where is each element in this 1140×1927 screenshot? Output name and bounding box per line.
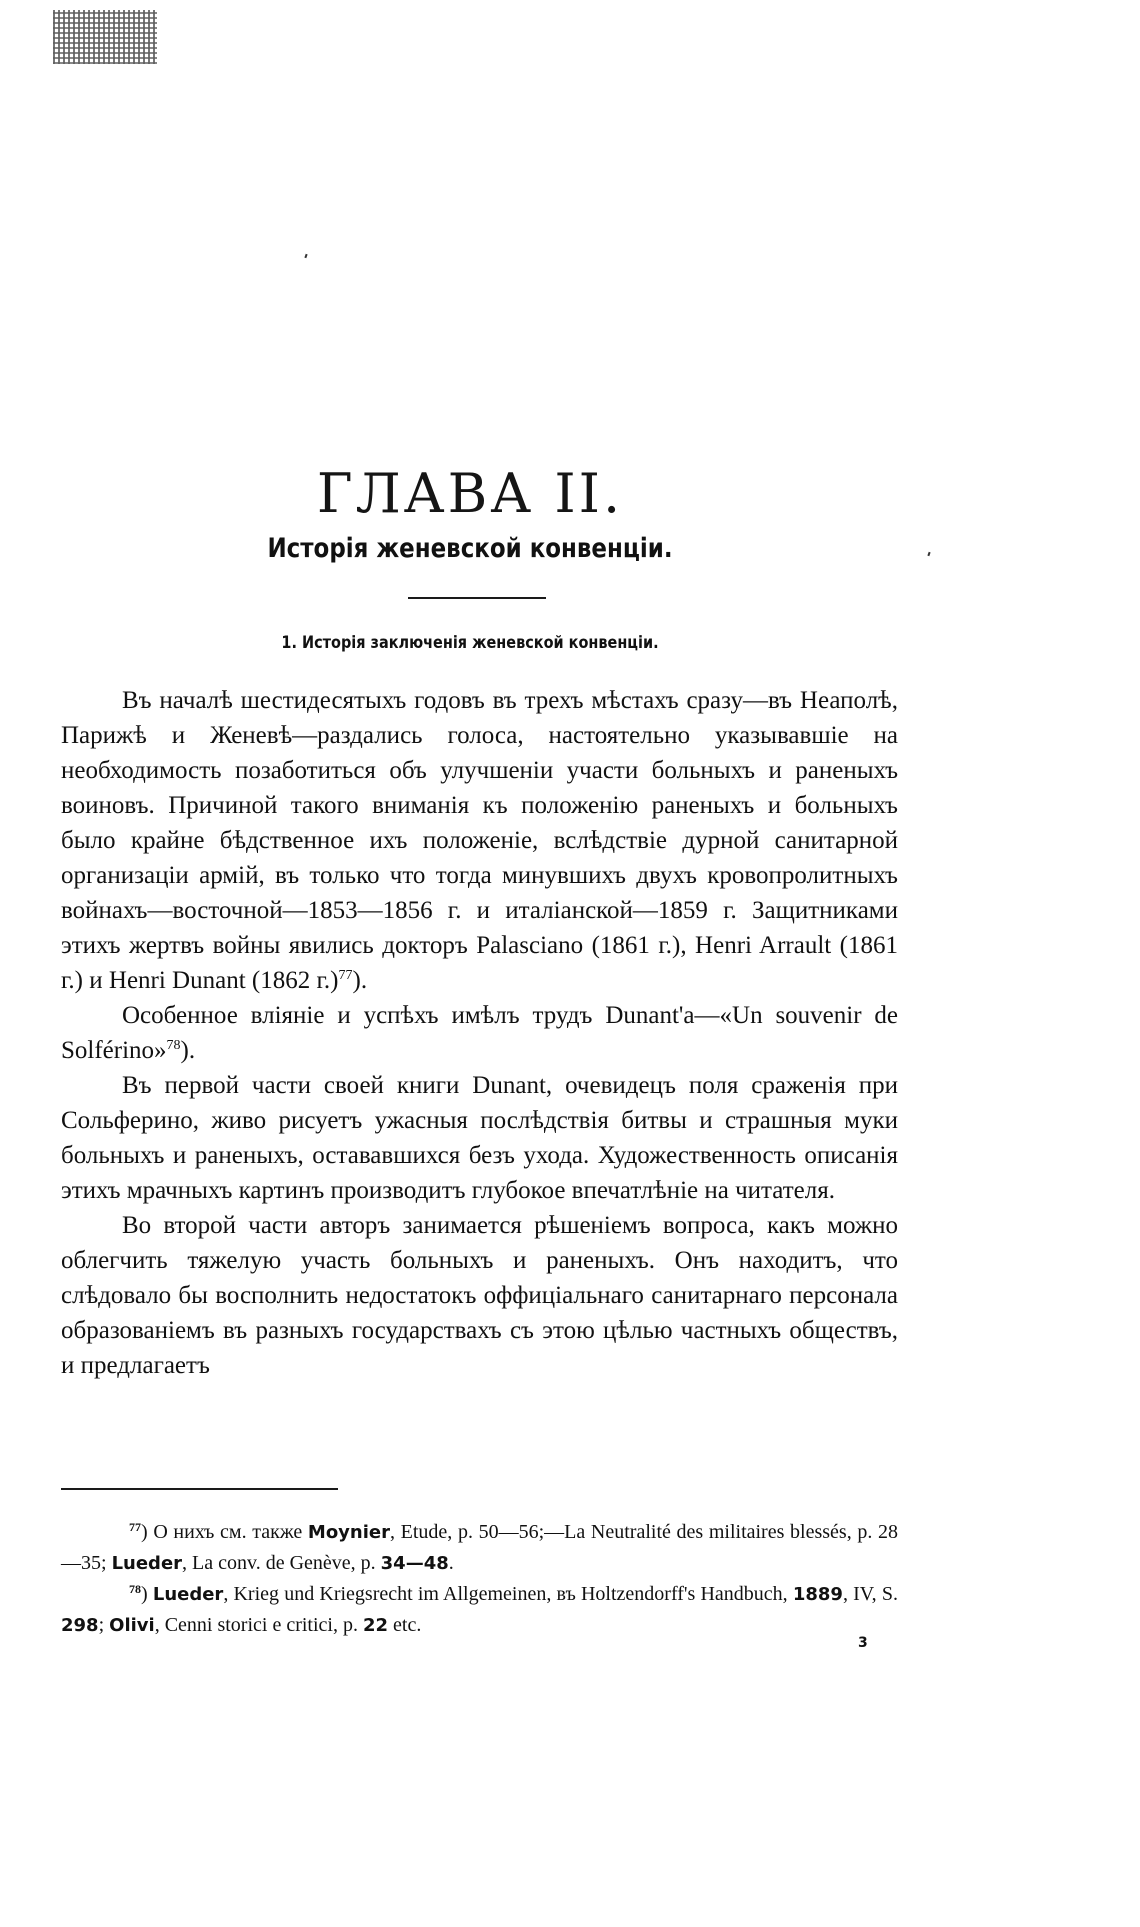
chapter-subtitle: Исторія женевской конвенціи.	[267, 533, 673, 564]
footnote-ref-78: 78	[166, 1038, 181, 1053]
footnote-year: 1889	[792, 1584, 843, 1605]
footnote-author: Moynier	[307, 1522, 390, 1543]
body-text	[61, 683, 898, 1383]
scan-speck	[927, 552, 930, 556]
paragraph-1	[61, 683, 898, 998]
paragraph-2	[61, 998, 898, 1068]
paragraph-4: Во второй части авторъ занимается рѣшеніемъ вопроса, какъ можно облегчить тяжелую участь больныхъ и раненыхъ. Онъ находитъ, что слѣдовало бы восполнить недостатокъ оффиціальнаго санитарнаго персонала образованіемъ въ разныхъ государствахъ съ этою цѣлью частныхъ обществъ, и предлагаетъ	[61, 1212, 898, 1379]
footnote-77	[61, 1517, 898, 1579]
paragraph-2-text: Особенное вліяніе и успѣхъ имѣлъ трудъ Dunant'a—«Un souvenir de Solférino»	[61, 1002, 898, 1064]
footnote-ref-77: 77	[338, 968, 353, 983]
footnote-pages: 34—48	[380, 1553, 449, 1574]
footnote-text: , Krieg und Kriegsrecht im Allgemeinen, въ Holtzendorff's Handbuch,	[223, 1583, 793, 1605]
footnote-text: ) О нихъ см. также	[141, 1521, 308, 1543]
paragraph-1-text: Въ началѣ шестидесятыхъ годовъ въ трехъ мѣстахъ сразу—въ Неаполѣ, Парижѣ и Женевѣ—раздались голоса, настоятельно указывавшіе на необходимость позаботиться объ улучшеніи участи больныхъ и раненыхъ воиновъ. Причиной такого вниманія къ положенію раненыхъ и больныхъ было крайне бѣдственное ихъ положеніе, вслѣдствіе дурной санитарной организаціи армій, въ только что тогда минувшихъ двухъ кровопролитныхъ войнахъ—восточной—1853—1856 г. и италіанской—1859 г. Защитниками этихъ жертвъ войны явились докторъ Palasciano (1861 г.), Henri Arrault (1861 г.) и Henri Dunant (1862 г.)	[61, 687, 898, 994]
footnote-pages: 22	[362, 1615, 389, 1636]
paragraph-2-end: ).	[180, 1037, 196, 1064]
chapter-title: ГЛАВА II.	[316, 462, 624, 525]
scan-speck	[304, 254, 307, 258]
title-divider	[408, 597, 546, 599]
footnote-text: , Cenni storici e critici, p.	[154, 1614, 363, 1636]
footnote-text: )	[141, 1583, 153, 1605]
scan-barcode-mark	[53, 10, 157, 64]
footnote-author: Lueder	[111, 1553, 183, 1574]
section-heading: 1. Исторія заключенія женевской конвенціи.	[281, 633, 659, 653]
footnote-author: Olivi	[109, 1615, 155, 1636]
footnote-77-mark: 77	[129, 1520, 141, 1534]
footnote-text: , Etude, p. 50—56;—La Neutralité des militaires blessés, p. 28—35;	[61, 1521, 898, 1574]
footnote-text: etc.	[388, 1614, 422, 1636]
footnote-author: Lueder	[152, 1584, 224, 1605]
paragraph-3: Въ первой части своей книги Dunant, очевидецъ поля сраженія при Сольферино, живо рисуетъ ужасныя послѣдствія битвы и страшныя муки больныхъ и раненыхъ, остававшихся безъ ухода. Художественность описанія этихъ мрачныхъ картинъ производитъ глубокое впечатлѣніе на читателя.	[61, 1072, 898, 1204]
footnote-divider	[61, 1488, 338, 1490]
footnote-text: ;	[98, 1614, 110, 1636]
printer-signature-mark: 3	[858, 1635, 868, 1651]
footnotes	[61, 1517, 898, 1641]
paragraph-1-end: ).	[352, 967, 368, 994]
footnote-text: , La conv. de Genève, p.	[182, 1552, 381, 1574]
footnote-78-mark: 78	[129, 1582, 141, 1596]
footnote-text: , IV, S.	[842, 1583, 898, 1605]
footnote-text: .	[448, 1552, 454, 1574]
footnote-78	[61, 1579, 898, 1641]
footnote-pages: 298	[61, 1615, 99, 1636]
